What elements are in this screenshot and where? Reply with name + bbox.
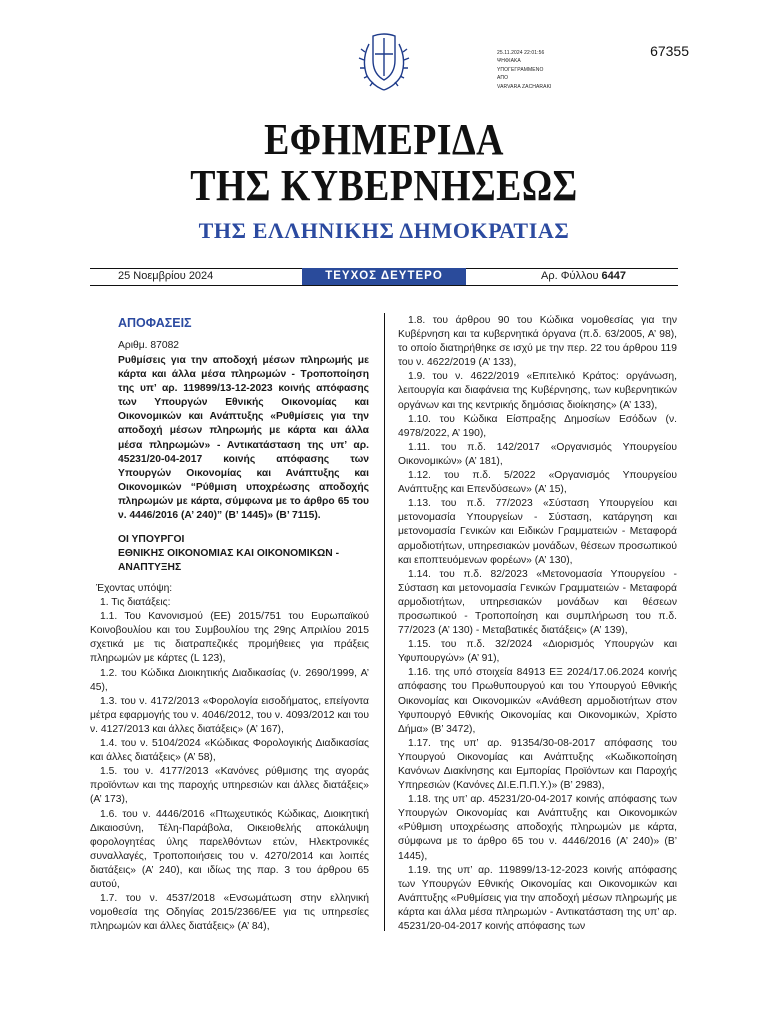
paragraph: 1.16. της υπό στοιχεία 84913 ΕΞ 2024/17.06.2024 κοινής απόφασης του Πρωθυπουργού και του Υπουργού Εθνικής Οικονομίας και Οικονομικών «Ανάθεση αρμοδιοτήτων στον Υφυπουργό Εθνικής Οικονομίας και Οικονομικών, Χρίστο Δήμα» (Β’ 3472), (398, 667, 677, 735)
paragraph: 1.19. της υπ’ αρ. 119899/13-12-2023 κοινής απόφασης των Υπουργών Εθνικής Οικονομίας και Οικονομικών και Ανάπτυξης «Ρυθμίσεις για την αποδοχή μέσων πληρωμής με κάρτα και άλλα μέσα πληρωμών - Αντικατάσταση της υπ’ αρ. 45231/20-04-2017 κοινής απόφασης των (398, 864, 677, 933)
sheet-label: Αρ. Φύλλου (541, 270, 599, 282)
paragraph: 1.7. του ν. 4537/2018 «Ενσωμάτωση στην ελληνική νομοθεσία της Οδηγίας 2015/2366/ΕΕ για τις υπηρεσίες πληρωμών και άλλες διατάξεις» (Α’ 84), (90, 893, 369, 933)
sheet-number (541, 270, 626, 282)
paragraph: 1.14. του π.δ. 82/2023 «Μετονομασία Υπουργείου - Σύσταση και μετονομασία Γενικών Γραμματειών - Μεταφορά αρμοδιοτήτων, υπηρεσιακών μονάδων και θέσεων προσωπικού - Τροποποίηση και συμπλήρωση του π.δ. 77/2023 (Α’ 130) - Μεταβατικές διατάξεις» (Α’ 139), (398, 568, 677, 637)
right-column-body (398, 314, 677, 934)
sheet-value: 6447 (601, 270, 627, 282)
issue-date: 25 Νοεμβρίου 2024 (118, 270, 214, 282)
paragraph: 1.4. του ν. 5104/2024 «Κώδικας Φορολογικής Διαδικασίας και άλλες διατάξεις» (Α’ 58), (90, 738, 369, 764)
paragraph: 1.1. Του Κανονισμού (ΕΕ) 2015/751 του Ευρωπαϊκού Κοινοβουλίου και του Συμβουλίου της 29ης Απριλίου 2015 σχετικά με τις διατραπεζικές προμήθειες για πράξεις πληρωμών με κάρτες (L 123), (90, 611, 369, 665)
paragraph: 1.9. του ν. 4622/2019 «Επιτελικό Κράτος: οργάνωση, λειτουργία και διαφάνεια της Κυβέρνησης, των κυβερνητικών οργάνων και της κεντρικής δημόσιας διοίκησης» (Α’ 133), (398, 371, 677, 411)
masthead-title-line2: ΤΗΣ ΚΥΒΕΡΝΗΣΕΩΣ (190, 161, 578, 210)
paragraph: 1.2. του Κώδικα Διοικητικής Διαδικασίας (ν. 2690/1999, Α’ 45), (90, 667, 369, 693)
decision-title: Ρυθμίσεις για την αποδοχή μέσων πληρωμής με κάρτα και άλλα μέσα πληρωμών - Τροποποίηση της υπ’ αρ. 119899/13-12-2023 κοινής απόφασης των Υπουργών Εθνικής Οικονομίας και Οικονομικών και Ανάπτυξης «Ρυθμίσεις για την αποδοχή μέσων πληρωμής με κάρτα και άλλα μέσα πληρωμών» - Αντικατάσταση της υπ’ αρ. 45231/20-04-2017 κοινής απόφασης των Υπουργών Οικονομίας και Ανάπτυξης και Οικονομικών “Ρύθμιση υποχρέωσης αποδοχής πληρωμών με κάρτα, σύμφωνα με το άρθρο 65 του ν. 4446/2016 (Α’ 240)” (Β’ 1445)» (Β’ 7115). (118, 355, 369, 522)
paragraph: 1.13. του π.δ. 77/2023 «Σύσταση Υπουργείου και μετονομασία Υπουργείων - Σύσταση, κατάργηση και μετονομασία Γενικών και Ειδικών Γραμματειών - Μεταφορά αρμοδιοτήτων, υπηρεσιακών μονάδων, θέσεων προσωπικού και εποπτευόμενων φορέων» (Α’ 130), (398, 498, 677, 566)
paragraph: 1. Τις διατάξεις: (100, 597, 171, 609)
signature-line: ΥΠΟΓΕΓΡΑΜΜΕΝΟ (497, 66, 544, 73)
page-number: 67355 (650, 43, 689, 59)
masthead-subtitle: ΤΗΣ ΕΛΛΗΝΙΚΗΣ ΔΗΜΟΚΡΑΤΙΑΣ (198, 218, 570, 243)
signature-line: ΑΠΟ (497, 75, 509, 82)
digital-signature-stamp (497, 49, 552, 91)
paragraph: 1.18. της υπ’ αρ. 45231/20-04-2017 κοινής απόφασης των Υπουργών Οικονομίας και Ανάπτυξης και Οικονομικών «Ρύθμιση υποχρέωσης αποδοχής πληρωμών με κάρτα, σύμφωνα με το άρθρο 65 του ν. 4446/2016 (Α’ 240)» (Β’ 1445), (398, 794, 677, 862)
ministers-text: ΟΙ ΥΠΟΥΡΓΟΙ ΕΘΝΙΚΗΣ ΟΙΚΟΝΟΜΙΑΣ ΚΑΙ ΟΙΚΟΝΟΜΙΚΩΝ - ΑΝΑΠΤΥΞΗΣ (118, 534, 340, 574)
signature-line: VARVARA ZACHARAKI (497, 83, 552, 90)
paragraph: 1.5. του ν. 4177/2013 «Κανόνες ρύθμισης της αγοράς προϊόντων και της παροχής υπηρεσιών και άλλες διατάξεις» (Α’ 173), (90, 766, 369, 806)
signature-line: 25.11.2024 22:01:56 (497, 50, 545, 56)
paragraph: 1.11. του π.δ. 142/2017 «Οργανισμός Υπουργείου Οικονομικών» (Α’ 181), (398, 441, 677, 467)
paragraph: 1.10. του Κώδικα Είσπραξης Δημοσίων Εσόδων (ν. 4978/2022, Α’ 190), (398, 413, 677, 439)
column-divider (384, 313, 385, 931)
header-bottom-rule (90, 285, 678, 286)
issue-badge: ΤΕΥΧΟΣ ΔΕΥΤΕΡΟ (302, 268, 466, 285)
paragraph: 1.3. του ν. 4172/2013 «Φορολογία εισοδήματος, επείγοντα μέτρα εφαρμογής του ν. 4046/2012, του ν. 4093/2012 και του ν. 4127/2013 και άλλες διατάξεις» (Α’ 167), (90, 695, 369, 735)
paragraph: 1.17. της υπ’ αρ. 91354/30-08-2017 απόφασης του Υπουργού Οικονομίας και Ανάπτυξης «Κωδικοποίηση Κανόνων Διακίνησης και Εμπορίας Προϊόντων και Παροχής Υπηρεσιών (Κανόνες ΔΙ.Ε.Π.Π.Υ.)» (Β’ 2983), (398, 737, 677, 792)
paragraph: 1.6. του ν. 4446/2016 «Πτωχευτικός Κώδικας, Διοικητική Δικαιοσύνη, Τέλη-Παράβολα, Οικειοθελής αποκάλυψη φορολογητέας ύλης παρελθόντων ετών, Ηλεκτρονικές συναλλαγές, Τροποποιήσεις του ν. 4270/2014 και λοιπές διατάξεις» (Α’ 240), και ιδίως της παρ. 3 του άρθρου 65 αυτού, (90, 808, 369, 890)
paragraph: Έχοντας υπόψη: (96, 583, 173, 594)
decision-number: Αριθμ. 87082 (118, 340, 180, 351)
signature-line: ΨΗΦΙΑΚΑ (497, 58, 521, 65)
greek-emblem-icon (355, 30, 413, 94)
left-column-body (90, 582, 369, 934)
paragraph: 1.15. του π.δ. 32/2024 «Διορισμός Υπουργών και Υφυπουργών» (Α’ 91), (398, 639, 677, 665)
ministers-heading (118, 533, 369, 575)
masthead-title-line1: ΕΦΗΜΕΡΙΔΑ (264, 115, 504, 164)
paragraph: 1.8. του άρθρου 90 του Κώδικα νομοθεσίας για την Κυβέρνηση και τα κυβερνητικά όργανα (π.δ. 63/2005, Α’ 98), το οποίο διατηρήθηκε σε ισχύ με την περ. 22 του άρθρου 119 του ν. 4622/2019 (Α’ 133), (398, 315, 677, 369)
paragraph: 1.12. του π.δ. 5/2022 «Οργανισμός Υπουργείου Ανάπτυξης και Επενδύσεων» (Α’ 15), (398, 470, 677, 496)
section-heading: ΑΠΟΦΑΣΕΙΣ (118, 316, 192, 330)
